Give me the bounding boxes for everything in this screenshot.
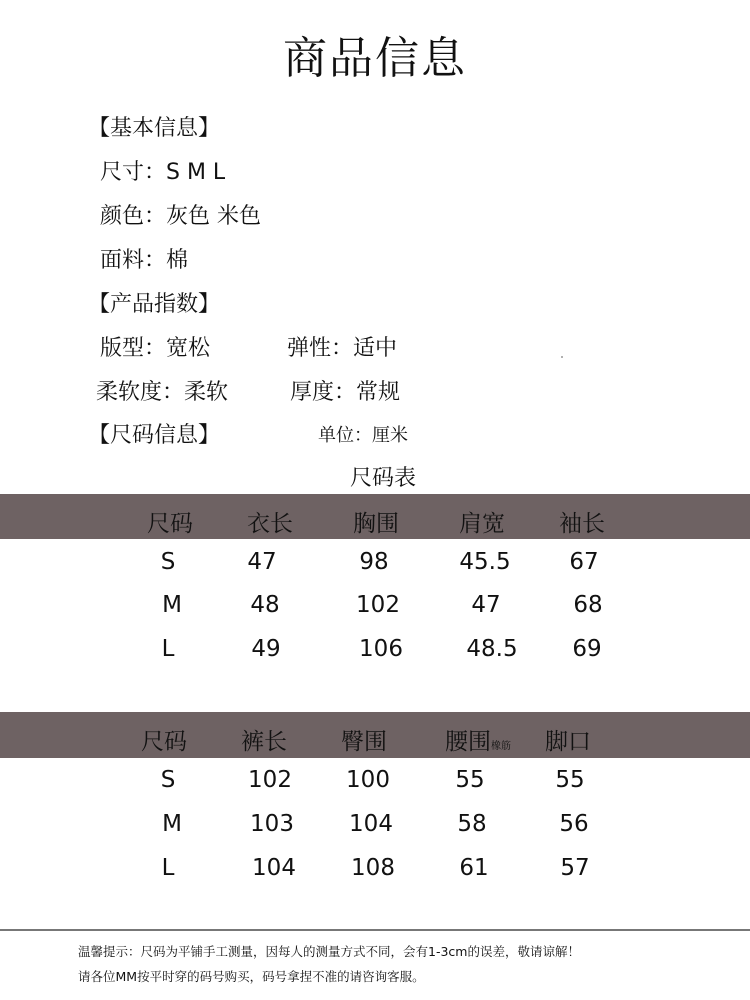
fabric-info: 面料：棉	[100, 248, 189, 273]
product-index-heading: 【产品指数】	[88, 292, 221, 317]
table-cell: 48	[250, 592, 280, 618]
table-cell: 47	[247, 549, 277, 575]
table-cell: 48.5	[466, 636, 518, 662]
fit-info: 版型：宽松	[100, 336, 211, 361]
bottom-header-leg-opening: 脚口	[545, 729, 591, 755]
size-options: 尺寸：S M L	[100, 160, 226, 185]
table-cell: 69	[572, 636, 602, 662]
table-cell: 104	[252, 855, 296, 881]
table-cell: 45.5	[459, 549, 511, 575]
table-cell: 98	[359, 549, 389, 575]
elasticity-info: 弹性：适中	[287, 336, 398, 361]
bottom-header-pants-length: 裤长	[241, 729, 287, 755]
table-cell: 55	[555, 767, 585, 793]
table-cell: 58	[457, 811, 487, 837]
top-header-length: 衣长	[247, 511, 293, 537]
table-cell: 61	[459, 855, 489, 881]
size-info-heading: 【尺码信息】	[88, 423, 221, 448]
decorative-dot	[561, 356, 563, 358]
page-title: 商品信息	[283, 33, 467, 84]
table-cell: L	[161, 855, 175, 881]
top-header-shoulder: 肩宽	[459, 511, 505, 537]
top-header-chest: 胸围	[353, 511, 399, 537]
bottom-header-waist: 腰围橡筋	[445, 729, 511, 755]
purchase-note: 请各位MM按平时穿的码号购买，码号拿捏不准的请咨询客服。	[78, 969, 425, 984]
table-cell: M	[162, 811, 182, 837]
top-header-size: 尺码	[147, 511, 193, 537]
divider	[0, 929, 750, 931]
table-cell: 55	[455, 767, 485, 793]
top-header-sleeve: 袖长	[559, 511, 605, 537]
table-cell: 100	[346, 767, 390, 793]
table-cell: 103	[250, 811, 294, 837]
table-cell: 57	[560, 855, 590, 881]
bottom-header-hip: 臀围	[341, 729, 387, 755]
unit-label: 单位：厘米	[318, 425, 408, 446]
table-cell: 102	[356, 592, 400, 618]
waist-elastic-note: 橡筋	[491, 741, 511, 752]
measurement-note: 温馨提示：尺码为平铺手工测量，因每人的测量方式不同，会有1-3cm的误差，敬请谅解！	[78, 944, 580, 959]
bottom-header-size: 尺码	[141, 729, 187, 755]
size-table-title: 尺码表	[350, 466, 417, 491]
basic-info-heading: 【基本信息】	[88, 116, 221, 141]
table-cell: 67	[569, 549, 599, 575]
table-cell: 104	[349, 811, 393, 837]
table-cell: 49	[251, 636, 281, 662]
table-cell: 56	[559, 811, 589, 837]
thickness-info: 厚度：常规	[290, 380, 401, 405]
table-cell: S	[160, 767, 176, 793]
table-cell: 47	[471, 592, 501, 618]
table-cell: 108	[351, 855, 395, 881]
table-cell: 102	[248, 767, 292, 793]
table-cell: 68	[573, 592, 603, 618]
softness-info: 柔软度：柔软	[96, 380, 229, 405]
table-cell: L	[161, 636, 175, 662]
color-options: 颜色：灰色 米色	[100, 204, 261, 229]
table-cell: 106	[359, 636, 403, 662]
table-cell: S	[160, 549, 176, 575]
table-cell: M	[162, 592, 182, 618]
